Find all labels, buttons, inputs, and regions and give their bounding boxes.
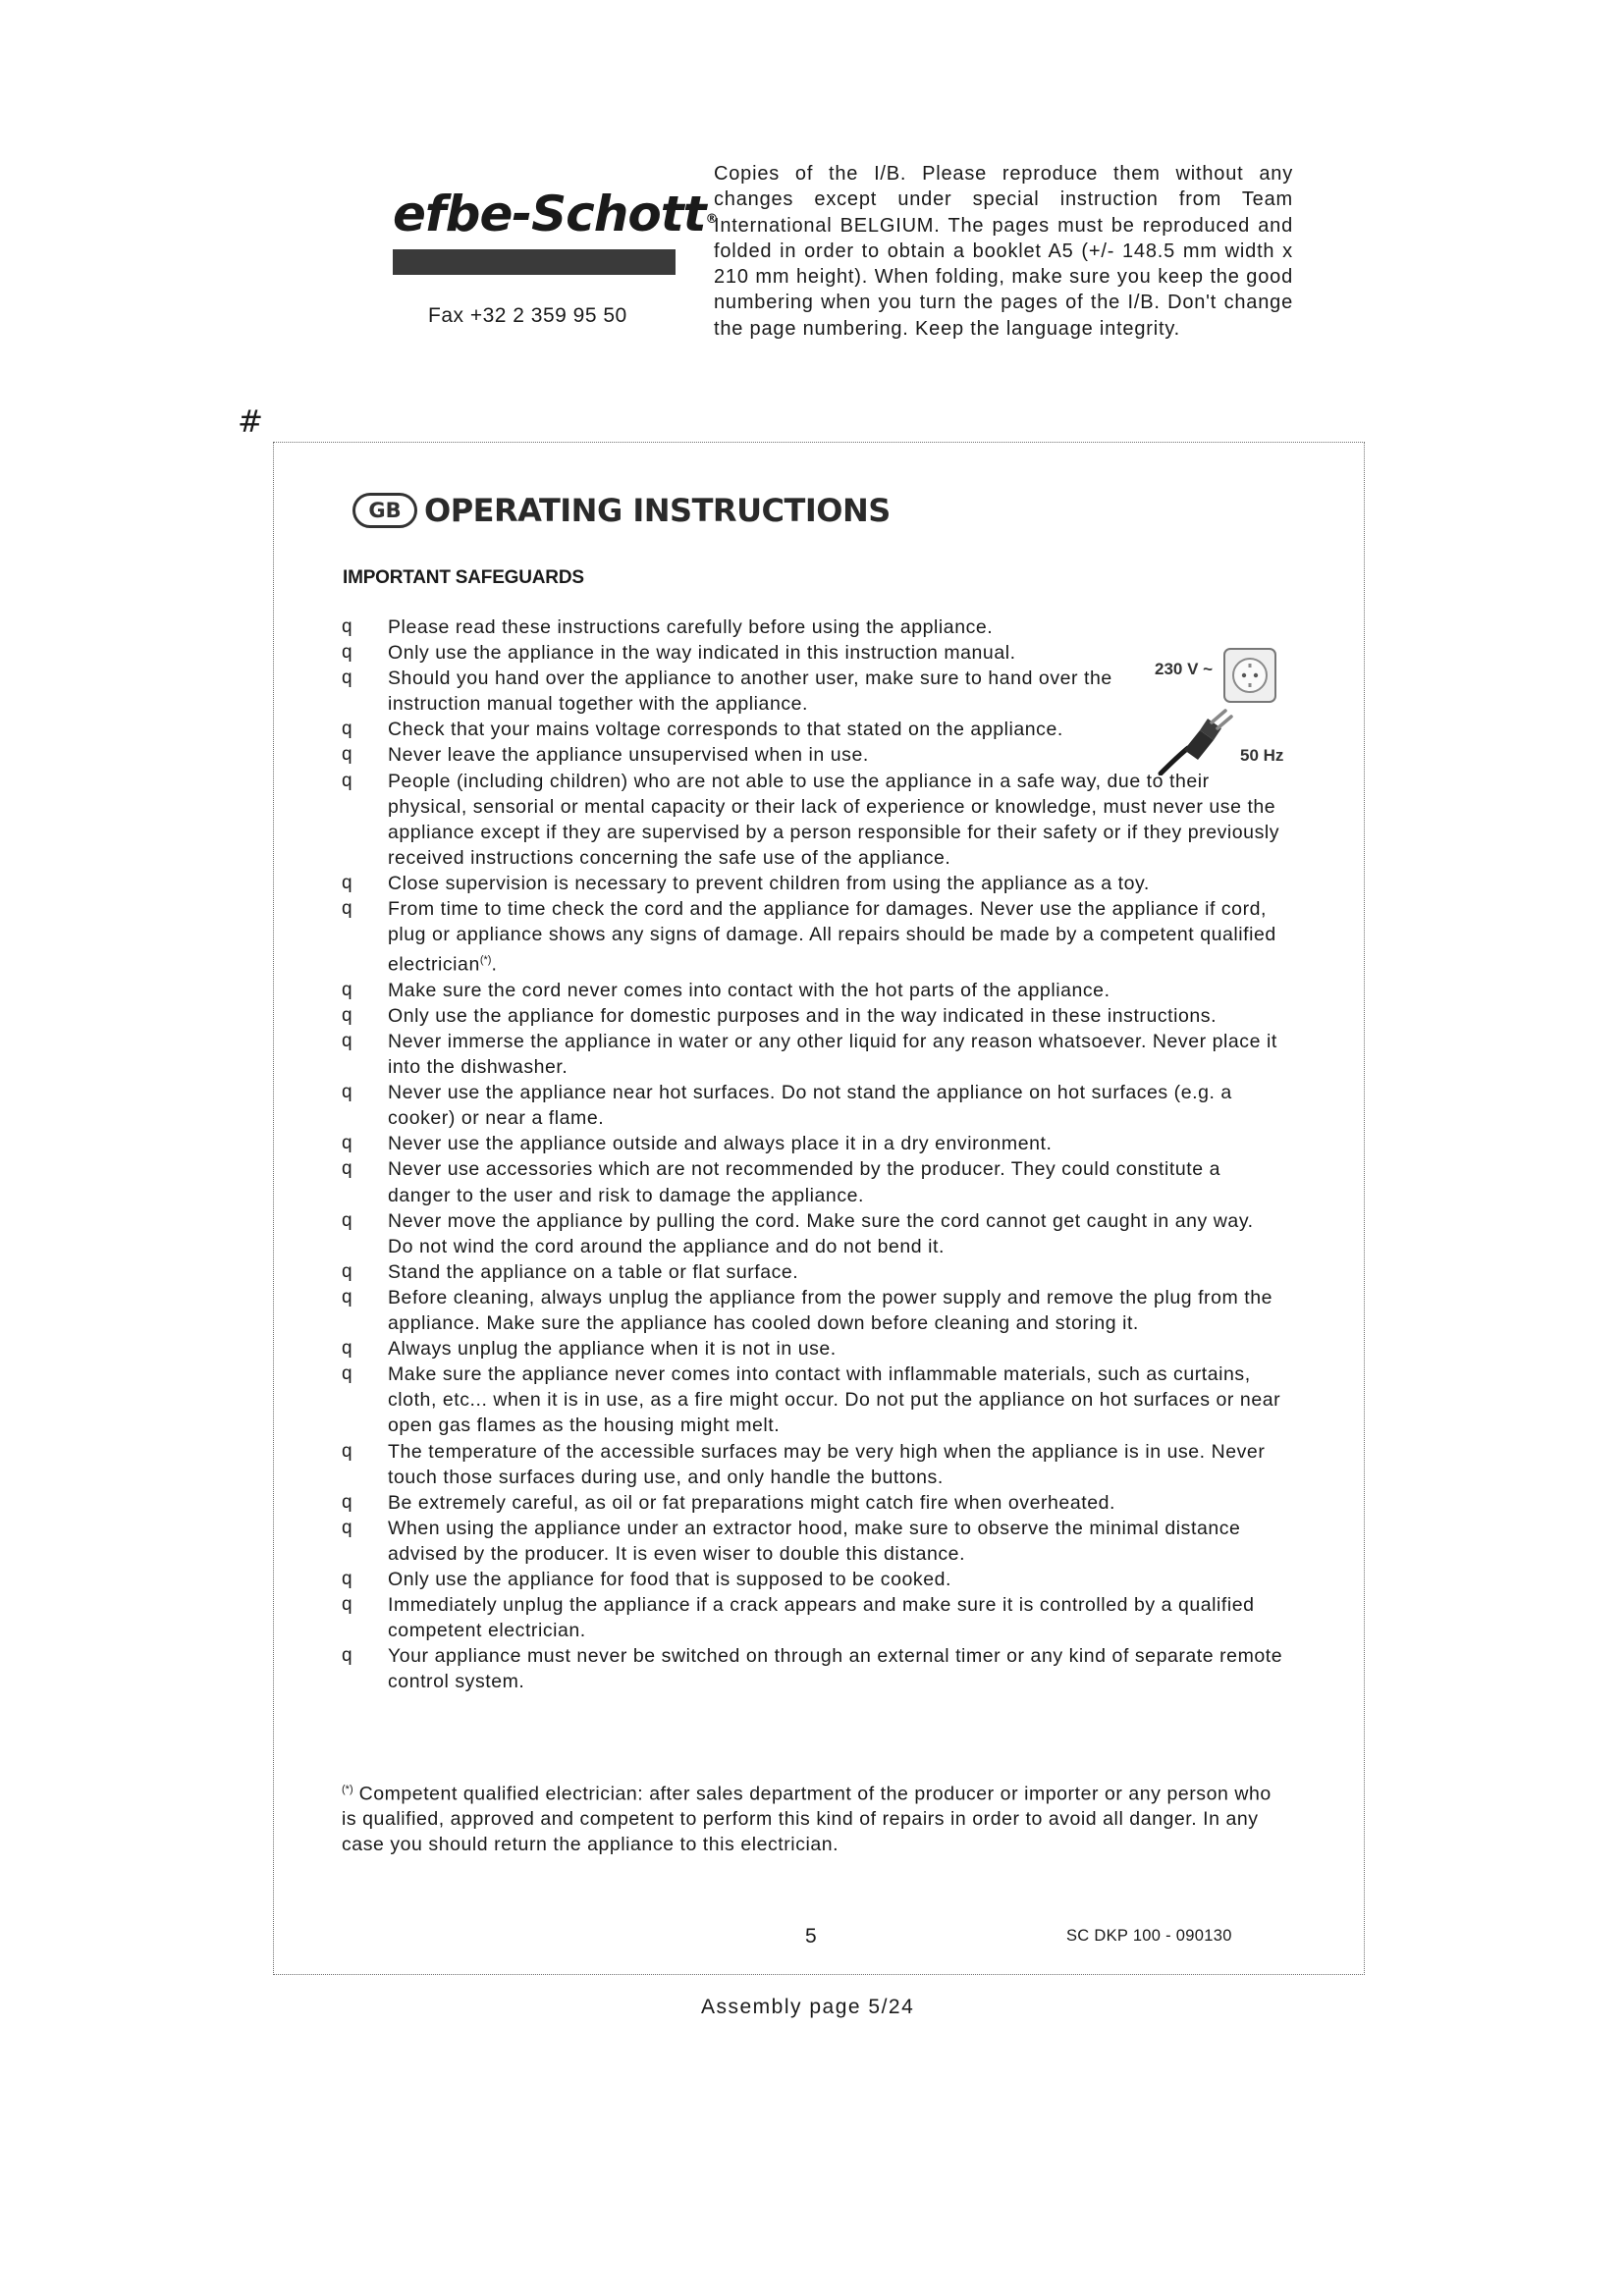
list-item: q Make sure the appliance never comes into contact with inflammable materials, such as curtains, cloth, etc... when it is in use, as a fire might occur. Do not put the appliance on hot surfaces or near open gas flames as the housing might melt. bbox=[342, 1363, 1281, 1437]
footnote-marker: (*) bbox=[342, 1784, 353, 1795]
list-item: q From time to time check the cord and the appliance for damages. Never use the appliance if cord, plug or appliance shows any signs of damage. All repairs should be made by a competent qualified electrician(*). bbox=[342, 898, 1276, 976]
logo-text: efbe-Schott bbox=[393, 186, 706, 242]
list-item: q Make sure the cord never comes into contact with the hot parts of the appliance. bbox=[342, 978, 1284, 1003]
list-item: q Never use the appliance near hot surfaces. Do not stand the appliance on hot surfaces (e.g. a cooker) or near a flame. bbox=[342, 1082, 1232, 1130]
list-item: q Never move the appliance by pulling the cord. Make sure the cord cannot get caught in any way. Do not wind the cord around the appliance and do not bend it. bbox=[342, 1209, 1254, 1257]
brand-logo bbox=[393, 186, 718, 275]
bullet-marker: q bbox=[342, 1260, 353, 1282]
safeguards-list bbox=[342, 614, 1284, 1694]
bullet-marker: q bbox=[342, 719, 353, 740]
list-item: q Immediately unplug the appliance if a crack appears and make sure it is controlled by a qualified competent electrician. bbox=[342, 1594, 1255, 1642]
bullet-marker: q bbox=[342, 872, 353, 893]
bullet-marker: q bbox=[342, 1082, 353, 1103]
bullet-marker: q bbox=[342, 1517, 353, 1538]
bullet-marker: q bbox=[342, 1594, 353, 1616]
list-item: q Please read these instructions carefully before using the appliance. bbox=[342, 614, 1284, 640]
footnote-marker: (*) bbox=[479, 954, 492, 967]
bullet-marker: q bbox=[342, 1133, 353, 1154]
bullet-marker: q bbox=[342, 667, 353, 689]
language-badge: GB bbox=[352, 493, 417, 528]
title-text: OPERATING INSTRUCTIONS bbox=[424, 492, 891, 529]
list-item: q Always unplug the appliance when it is not in use. bbox=[342, 1336, 1284, 1362]
bullet-marker: q bbox=[342, 744, 353, 766]
assembly-page-label: Assembly page 5/24 bbox=[701, 1996, 915, 2018]
bullet-marker: q bbox=[342, 770, 353, 791]
bullet-marker: q bbox=[342, 1363, 353, 1385]
list-item: q Check that your mains voltage corresponds to that stated on the appliance. bbox=[342, 717, 1284, 742]
list-item: q People (including children) who are not able to use the appliance in a safe way, due to their physical, sensorial or mental capacity or their lack of experience or knowledge, must never use the appliance except if they are supervised by a person responsible for their safety or if they previously received instructions concerning the safe use of the appliance. bbox=[342, 770, 1280, 869]
list-item: q Your appliance must never be switched on through an external timer or any kind of separate remote control system. bbox=[342, 1645, 1283, 1693]
page-title bbox=[352, 492, 891, 529]
bullet-marker: q bbox=[342, 642, 353, 664]
voltage-label: 230 V ~ bbox=[1155, 660, 1214, 678]
list-item: q Should you hand over the appliance to another user, make sure to hand over the instruction manual together with the appliance. bbox=[342, 667, 1112, 716]
list-item: q Only use the appliance for food that is supposed to be cooked. bbox=[342, 1567, 1284, 1592]
bullet-marker: q bbox=[342, 1338, 353, 1360]
section-heading: IMPORTANT SAFEGUARDS bbox=[343, 567, 584, 588]
electrician-footnote: (*) Competent qualified electrician: after sales department of the producer or importer or any person who is qualified, approved and competent to perform this kind of repairs in order to avoid all danger. In any case you should return the appliance to this electrician. bbox=[342, 1783, 1272, 1855]
logo-bar bbox=[393, 249, 676, 275]
bullet-marker: q bbox=[342, 898, 353, 920]
list-item: q Never immerse the appliance in water or any other liquid for any reason whatsoever. Never place it into the dishwasher. bbox=[342, 1031, 1277, 1079]
bullet-marker: q bbox=[342, 1440, 353, 1462]
bullet-marker: q bbox=[342, 1286, 353, 1308]
frequency-label: 50 Hz bbox=[1240, 746, 1284, 765]
list-item: q Close supervision is necessary to prevent children from using the appliance as a toy. bbox=[342, 871, 1284, 896]
manual-page-frame bbox=[273, 442, 1365, 1975]
bullet-marker: q bbox=[342, 616, 353, 637]
bullet-marker: q bbox=[342, 1209, 353, 1231]
bullet-marker: q bbox=[342, 1491, 353, 1513]
list-item: q Be extremely careful, as oil or fat preparations might catch fire when overheated. bbox=[342, 1490, 1284, 1516]
bullet-marker: q bbox=[342, 1568, 353, 1589]
list-item: q The temperature of the accessible surfaces may be very high when the appliance is in use. Never touch those surfaces during use, and only handle the buttons. bbox=[342, 1440, 1266, 1488]
bullet-marker: q bbox=[342, 979, 353, 1000]
fax-number: Fax +32 2 359 95 50 bbox=[428, 304, 627, 327]
list-item: q Never use accessories which are not recommended by the producer. They could constitute a danger to the user and risk to damage the appliance. bbox=[342, 1158, 1220, 1206]
list-item: q Never use the appliance outside and always place it in a dry environment. bbox=[342, 1131, 1284, 1156]
registered-mark: ® bbox=[705, 212, 718, 227]
page-number: 5 bbox=[805, 1925, 817, 1948]
list-item: q Only use the appliance for domestic purposes and in the way indicated in these instructions. bbox=[342, 1003, 1284, 1029]
bullet-marker: q bbox=[342, 1158, 353, 1180]
bullet-marker: q bbox=[342, 1004, 353, 1026]
hash-mark: # bbox=[238, 404, 263, 440]
document-code: SC DKP 100 - 090130 bbox=[1066, 1927, 1232, 1945]
reproduction-note: Copies of the I/B. Please reproduce them without any changes except under special instruction from Team International BELGIUM. The pages must be reproduced and folded in order to obtain a booklet A5 (+/- 148.5 mm width x 210 mm height). When folding, make sure you keep the good numbering when you turn the pages of the I/B. Don't change the page numbering. Keep the language integrity. bbox=[714, 163, 1293, 340]
list-item: q Before cleaning, always unplug the appliance from the power supply and remove the plug from the appliance. Make sure the appliance has cooled down before cleaning and storing it. bbox=[342, 1286, 1273, 1335]
bullet-marker: q bbox=[342, 1031, 353, 1051]
list-item: q Stand the appliance on a table or flat surface. bbox=[342, 1259, 1284, 1285]
bullet-marker: q bbox=[342, 1645, 353, 1667]
list-item: q When using the appliance under an extractor hood, make sure to observe the minimal distance advised by the producer. It is even wiser to double this distance. bbox=[342, 1517, 1241, 1565]
list-item: q Never leave the appliance unsupervised when in use. bbox=[342, 742, 1284, 768]
list-item: q Only use the appliance in the way indicated in this instruction manual. bbox=[342, 640, 1284, 666]
